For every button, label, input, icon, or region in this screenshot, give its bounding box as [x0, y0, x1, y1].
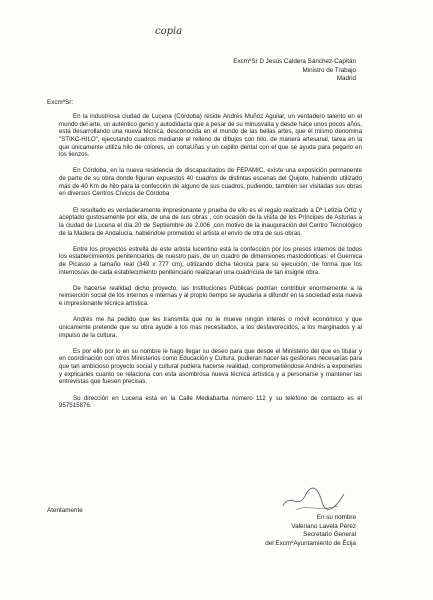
paragraph: Su dirección en Lucena está en la Calle Mediabarba número 112 y su teléfono de contacto es el 957515876. [59, 394, 362, 410]
signature-block [265, 514, 356, 548]
letter-body [59, 113, 362, 418]
signer-title: Secretario General [303, 531, 356, 539]
recipient-block [233, 58, 356, 84]
paragraph: Andrés me ha pedido que les transmita que no le mueve ningún interés o móvil económico y que únicamente pretende que su obra ayude a los mas necesitados, a los desfavorecidos, a los marginados y al impulso de la cultura. [59, 316, 362, 339]
paragraph: Entre los proyectos estrella de este artista lucentino está la confección por los presos internos de todos los establecimientos penitenciarios de nuestro país, de un cuadro de dimensiones mastodónticas: el Guernica de Picasso a tamaño real (349 x 777 cm), utilizando dicha técnica para su ejecución, de forma que los internos/as de cada establecimiento penitenciario realizaran una cuadrícula de tan insigne obra. [59, 245, 362, 276]
recipient-city: Madrid [336, 75, 356, 83]
salutation: ExcmºSr: [47, 99, 74, 106]
paragraph: De hacerse realidad dicho proyecto, las Instituciones Públicas podrían contribuir enormemente a la reinserción social de los internos e internas y al propio tiempo se ayudaría a difundir en la sociedad esta nueva e impresionante técnica artística. [59, 284, 362, 308]
handwritten-annotation: copia [155, 26, 183, 37]
recipient-title: Ministro de Trabajo [302, 66, 356, 74]
paragraph: En la industriosa ciudad de Lucena (Córdoba) reside Andrés Muñoz Aguilar, un verdadero talento en el mundo del arte, un auténtico genio y autodidacta que a pesar de su minusvalía y desde hace unos pocos años, está desarrollando una nueva técnica, desconocida en el mundo de las bellas artes, que él mismo denomina "STIKC-HILO", ejecutando cuadros mediante el relleno de dibujos con hilo, de manera artesanal, tarea en la que únicamente utiliza hilo de colores, un cortaUñas y un cepillo dental con el que se ayuda para pegarlo en los lienzos. [59, 113, 362, 159]
paragraph: En Córdoba, en la nueva residencia de discapacitados de FEPAMIC, existe una exposición permanente de parte de su obra donde figuran expuestos 40 cuadros de distintas escenas del Quijote, habiendo utilizado más de 40 Km de hilo para la confección de alguno de sus cuadros, pudiendo, también ser visitadas sus obras en diversos Centros Cívicos de Córdoba [59, 167, 362, 198]
signer-organization: del ExcmºAyuntamiento de Écija [265, 539, 356, 547]
closing: Atentamente [47, 507, 83, 514]
handwritten-signature [278, 484, 348, 514]
signer-name: Valeriano Lavela Pérez [291, 522, 356, 530]
recipient-name: ExcmºSr D Jesús Caldera Sánchez-Capitán [233, 58, 356, 65]
signature-on-behalf: En su nombre [316, 514, 356, 521]
paragraph: El resultado es verdaderamente impresionante y prueba de ello es el regalo realizado a Dª Letizia Ortiz y aceptado gustosamente por ella, de una de sus obras , con ocasión de la visita de los Príncipes de Asturias a la ciudad de Lucena el día 20 de Septiembre de 2.006 ,con motivo de la inauguración del Centro Tecnológico de la Madera de Andalucía, habiéndole prometido el artista el envío de otra de sus obras. [59, 206, 362, 237]
paragraph: Es por ello por lo en su nombre le hago llegar su deseo para que desde el Ministerio del que es titular y en coordinación con otros Ministerios como Educación y Cultura, pudieran hacer las gestiones necesarias para que tan ambicioso proyecto social y cultural pudiera hacerse realidad, comprometiéndose Andrés a exponerles y explicarles cuanto se relaciona con esta asombrosa nueva técnica artística y a personarse y mantener las entrevistas que fuesen precisas. [59, 347, 362, 386]
